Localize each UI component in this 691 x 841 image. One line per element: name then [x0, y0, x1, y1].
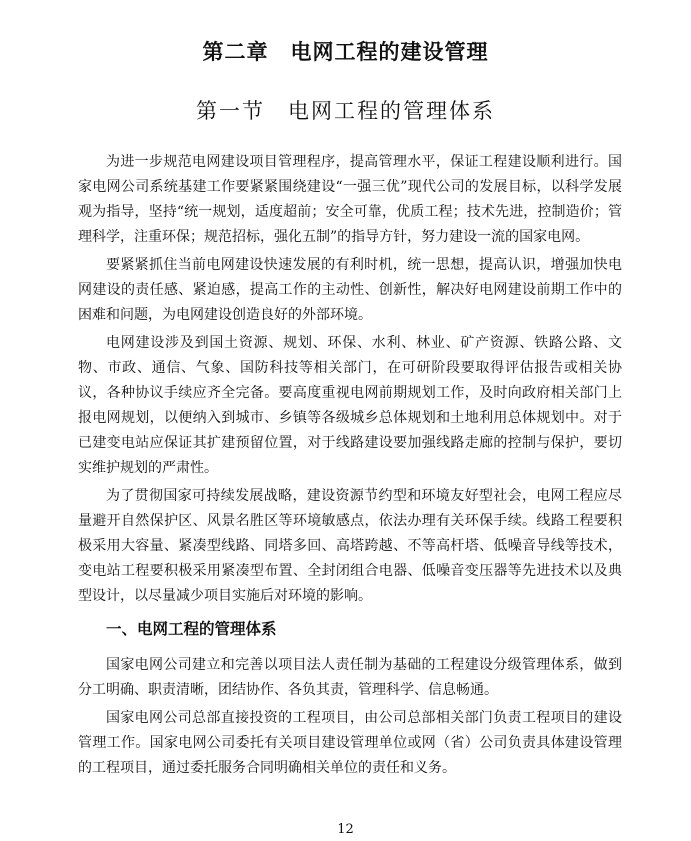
subsection-title: 一、电网工程的管理体系	[106, 620, 277, 638]
chapter-title: 第二章 电网工程的建设管理	[202, 40, 489, 64]
page-number: 12	[337, 822, 354, 837]
body-text	[78, 150, 622, 784]
paragraph-4: 为了贯彻国家可持续发展战略，建设资源节约型和环境友好型社会，电网工程应尽量避开自然保护区、风景名胜区等环境敏感点，依法办理有关环保手续。线路工程要积极采用大容量、紧凑型线路、同塔多回、高塔跨越、不等高杆塔、低噪音导线等技术，变电站工程要积极采用紧凑型布置、全封闭组合电器、低噪音变压器等先进技术以及典型设计，以尽量减少项目实施后对环境的影响。	[78, 488, 622, 604]
paragraph-6: 国家电网公司总部直接投资的工程项目，由公司总部相关部门负责工程项目的建设管理工作。国家电网公司委托有关项目建设管理单位或网（省）公司负责具体建设管理的工程项目，通过委托服务合同明确相关单位的责任和义务。	[78, 710, 622, 776]
paragraph-1: 为进一步规范电网建设项目管理程序，提高管理水平，保证工程建设顺利进行。国家电网公司系统基建工作要紧紧围绕建设“一强三优”现代公司的发展目标，以科学发展观为指导，坚持“统一规划，适度超前；安全可靠，优质工程；技术先进，控制造价；管理科学，注重环保；规范招标，强化五制”的指导方针，努力建设一流的国家电网。	[78, 154, 622, 245]
paragraph-2: 要紧紧抓住当前电网建设快速发展的有利时机，统一思想，提高认识，增强加快电网建设的责任感、紧迫感，提高工作的主动性、创新性，解决好电网建设前期工作中的困难和问题，为电网建设创造良好的外部环境。	[78, 257, 622, 323]
paragraph-3: 电网建设涉及到国土资源、规划、环保、水利、林业、矿产资源、铁路公路、文物、市政、通信、气象、国防科技等相关部门，在可研阶段要取得评估报告或相关协议，各种协议手续应齐全完备。要高度重视电网前期规划工作，及时向政府相关部门上报电网规划，以便纳入到城市、乡镇等各级城乡总体规划和土地利用总体规划中。对于已建变电站应保证其扩建预留位置，对于线路建设要加强线路走廊的控制与保护，要切实维护规划的严肃性。	[78, 335, 622, 476]
paragraph-5: 国家电网公司建立和完善以项目法人责任制为基础的工程建设分级管理体系，做到分工明确、职责清晰，团结协作、各负其责，管理科学、信息畅通。	[78, 657, 622, 698]
section-title: 第一节 电网工程的管理体系	[196, 99, 495, 123]
